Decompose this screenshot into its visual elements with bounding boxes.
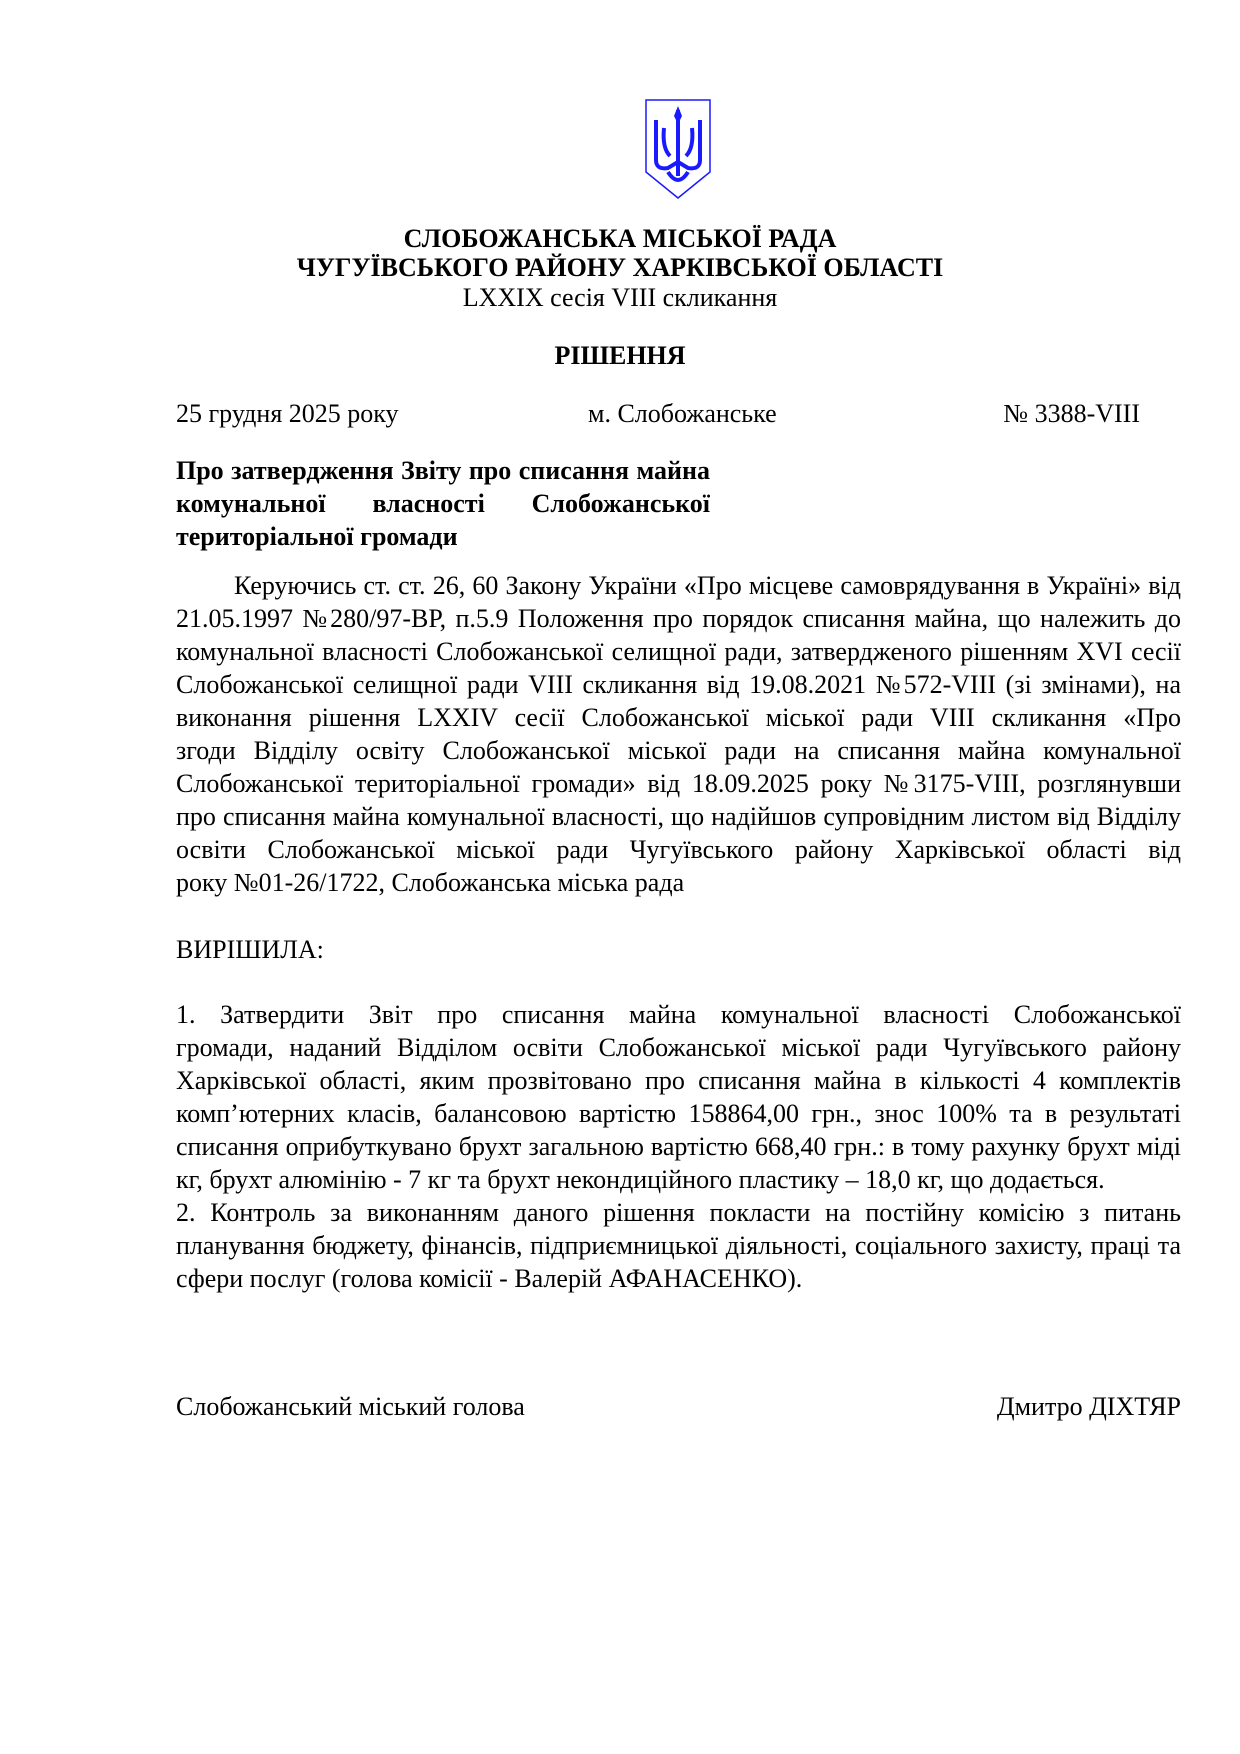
subject-line: комунальної власності Слобожанської — [176, 489, 710, 518]
preamble-line: згоди Відділу освіту Слобожанської міської ради на списання майна комунальної — [176, 736, 1181, 765]
preamble-line: виконання рішення LXXIV сесії Слобожанської міської ради VIII скликання «Про — [176, 703, 1181, 732]
preamble-line: про списання майна комунальної власності, що надійшов супровідним листом від Відділу — [176, 802, 1181, 831]
resolved-heading: ВИРІШИЛА: — [176, 935, 324, 964]
resolution-item-2 — [176, 1196, 1181, 1295]
subject-line: територіальної громади — [176, 522, 458, 551]
session-label: LXXIX сесія VIII скликання — [462, 283, 778, 312]
item-line: кг, брухт алюмінію - 7 кг та брухт некондиційного пластику – 18,0 кг, що додається. — [176, 1165, 1105, 1194]
resolution-item-1 — [176, 998, 1181, 1196]
item-line: списання оприбуткувано брухт загальною вартістю 668,40 грн.: в тому рахунку брухт міді — [176, 1132, 1181, 1161]
preamble-line: освіти Слобожанської міської ради Чугуївського району Харківської області від — [176, 835, 1181, 864]
preamble-line: Керуючись ст. ст. 26, 60 Закону України «Про місцеве самоврядування в Україні» від — [234, 571, 1181, 600]
district-name: ЧУГУЇВСЬКОГО РАЙОНУ ХАРКІВСЬКОЇ ОБЛАСТІ — [296, 253, 944, 282]
preamble-line: 21.05.1997 №280/97-ВР, п.5.9 Положення про порядок списання майна, що належить до — [176, 604, 1181, 633]
preamble-line: року №01-26/1722, Слобожанська міська рада — [176, 868, 685, 897]
council-name: СЛОБОЖАНСЬКА МІСЬКОЇ РАДА — [403, 224, 837, 253]
document-subject — [176, 454, 710, 553]
item-line: Харківської області, яким прозвітовано про списання майна в кількості 4 комплектів — [176, 1066, 1181, 1095]
item-line: комп’ютерних класів, балансовою вартістю 158864,00 грн., знос 100% та в результаті — [176, 1099, 1181, 1128]
signatory-position: Слобожанський міський голова — [176, 1392, 525, 1421]
item-line: 2. Контроль за виконанням даного рішення покласти на постійну комісію з питань — [176, 1198, 1181, 1227]
subject-line: Про затвердження Звіту про списання майна — [176, 456, 710, 485]
item-line: планування бюджету, фінансів, підприємницької діяльності, соціального захисту, праці та — [176, 1231, 1181, 1260]
preamble-paragraph — [176, 569, 1181, 899]
document-place: м. Слобожанське — [588, 399, 777, 428]
item-line: сфери послуг (голова комісії - Валерій АФАНАСЕНКО). — [176, 1264, 803, 1293]
document-type: РІШЕННЯ — [554, 341, 686, 370]
item-line: 1. Затвердити Звіт про списання майна комунальної власності Слобожанської — [176, 1000, 1181, 1029]
item-line: громади, наданий Відділом освіти Слобожанської міської ради Чугуївського району — [176, 1033, 1181, 1062]
document-date: 25 грудня 2025 року — [176, 399, 399, 428]
preamble-line: Слобожанської територіальної громади» від 18.09.2025 року №3175-VIII, розглянувши — [176, 769, 1181, 798]
signatory-name: Дмитро ДІХТЯР — [996, 1392, 1181, 1421]
coat-of-arms-icon — [644, 98, 712, 200]
preamble-line: комунальної власності Слобожанської селищної ради, затвердженого рішенням XVI сесії — [176, 637, 1181, 666]
document-number: № 3388-VIII — [1003, 399, 1140, 428]
preamble-line: Слобожанської селищної ради VIII скликання від 19.08.2021 №572-VIII (зі змінами), на — [176, 670, 1181, 699]
resolution-items — [176, 998, 1181, 1295]
